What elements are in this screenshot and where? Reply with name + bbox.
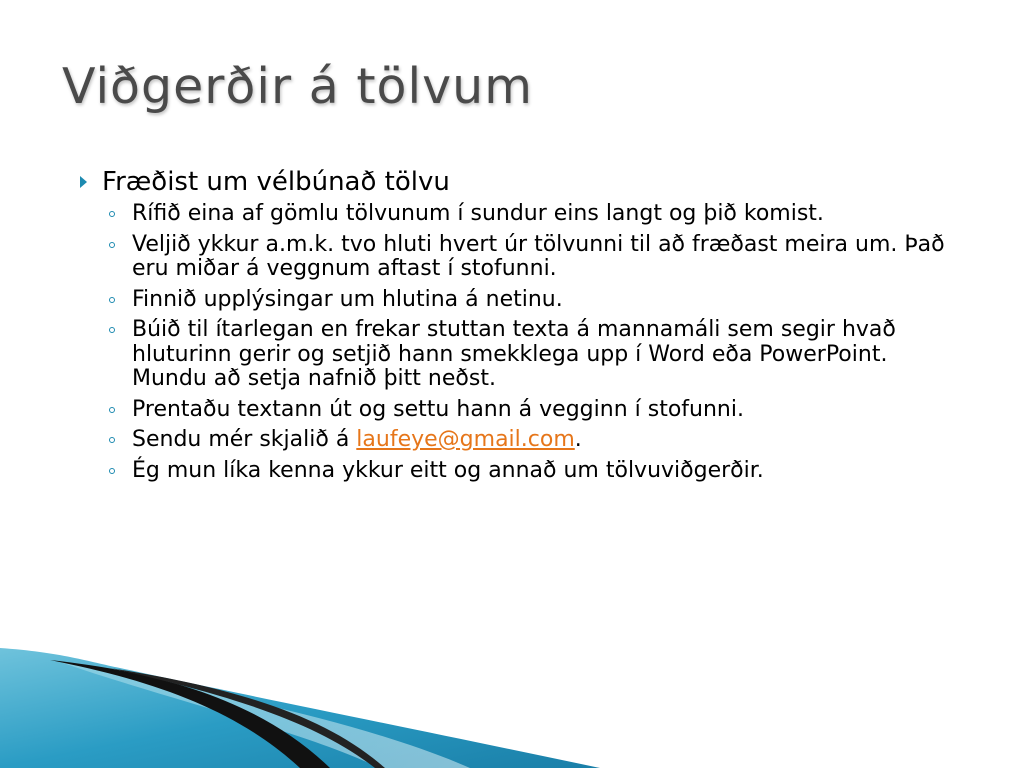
list-item-text: Ég mun líka kenna ykkur eitt og annað um tölvuviðgerðir. xyxy=(132,457,764,483)
list-item-text: Finnið upplýsingar um hlutina á netinu. xyxy=(132,286,563,312)
list-item-text: Veljið ykkur a.m.k. tvo hluti hvert úr tölvunni til að fræðast meira um. Það eru miðar á veggnum aftast í stofunni. xyxy=(132,231,945,281)
main-bullet-text: Fræðist um vélbúnað tölvu xyxy=(102,167,450,197)
slide-title: Viðgerðir á tölvum xyxy=(62,58,533,115)
list-item-text: Rífið eina af gömlu tölvunum í sundur eins langt og þið komist. xyxy=(132,201,824,226)
list-item-text: Prentaðu textann út og settu hann á vegginn í stofunni. xyxy=(132,396,744,422)
email-item-suffix: . xyxy=(574,427,582,452)
email-link[interactable]: laufeye@gmail.com xyxy=(356,427,575,452)
list-item-text: Búið til ítarlegan en frekar stuttan texta á mannamáli sem segir hvað hluturinn gerir og setjið hann smekklega upp í Word eða PowerPoint. Mundu að setja nafnið þitt neðst. xyxy=(132,317,896,391)
email-item-prefix: Sendu mér skjalið á xyxy=(132,427,357,452)
